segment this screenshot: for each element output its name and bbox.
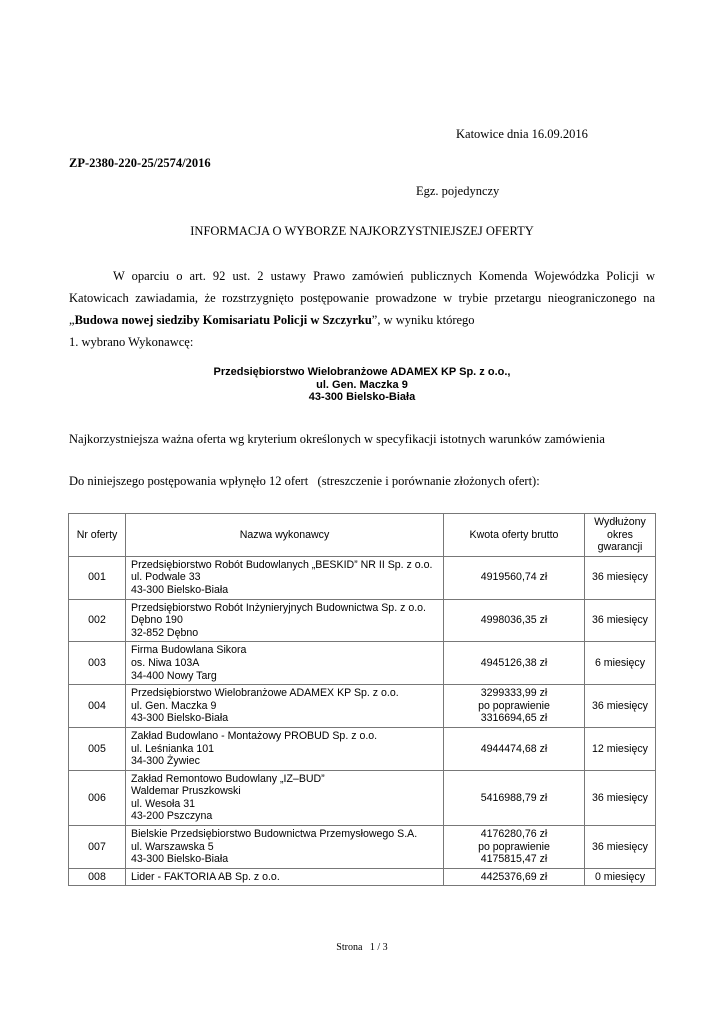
offer-number: 007 [69, 826, 126, 869]
intro-paragraph [69, 265, 655, 353]
contractor-cell [126, 556, 444, 599]
contractor-line: Zakład Budowlano - Montażowy PROBUD Sp. z o.o. [131, 729, 378, 742]
amount-cell [444, 642, 585, 685]
amount-cell [444, 685, 585, 728]
amount-cell [444, 826, 585, 869]
table-row [69, 868, 656, 886]
table-row [69, 642, 656, 685]
contractor-line: ul. Gen. Maczka 9 [131, 699, 217, 712]
contractor-line: Dębno 190 [131, 614, 183, 627]
page-number: 1 / 3 [369, 942, 388, 953]
offers-table [68, 513, 656, 886]
intro-item-1: 1. wybrano Wykonawcę: [69, 335, 194, 349]
header-offer-number: Nr oferty [69, 514, 126, 557]
warranty-cell: 36 miesięcy [585, 685, 656, 728]
contractor-cell [126, 685, 444, 728]
contractor-line: os. Niwa 103A [131, 656, 200, 669]
contractor-cell [126, 642, 444, 685]
table-row [69, 685, 656, 728]
contractor-line: Przedsiębiorstwo Robót Inżynieryjnych Budownictwa Sp. z o.o. [131, 601, 427, 614]
contractor-line: ul. Podwale 33 [131, 571, 201, 584]
contractor-line: Firma Budowlana Sikora [131, 644, 247, 657]
warranty-cell: 36 miesięcy [585, 826, 656, 869]
contractor-line: ul. Leśnianka 101 [131, 742, 215, 755]
amount-line: po poprawienie [478, 840, 550, 853]
contractor-line: Waldemar Pruszkowski [131, 785, 241, 798]
contractor-cell [126, 770, 444, 825]
warranty-cell: 12 miesięcy [585, 727, 656, 770]
amount-line: 4175815,47 zł [480, 853, 548, 866]
document-title: INFORMACJA O WYBORZE NAJKORZYSTNIEJSZEJ OFERTY [190, 224, 534, 238]
table-row [69, 727, 656, 770]
offer-number: 005 [69, 727, 126, 770]
copy-note: Egz. pojedynczy [416, 184, 500, 198]
table-row [69, 770, 656, 825]
offers-table-body [69, 556, 656, 886]
contractor-line: Zakład Remontowo Budowlany „IZ–BUD” [131, 772, 325, 785]
warranty-cell: 36 miesięcy [585, 599, 656, 642]
amount-cell [444, 770, 585, 825]
winner-city: 43-300 Bielsko-Biała [308, 391, 416, 403]
contractor-cell [126, 868, 444, 886]
contractor-cell [126, 727, 444, 770]
criterion-text: Najkorzystniejsza ważna oferta wg kryterium określonych w specyfikacji istotnych warunków zamówienia [69, 432, 605, 446]
contractor-line: 34-400 Nowy Targ [131, 669, 217, 682]
table-row [69, 599, 656, 642]
amount-cell [444, 868, 585, 886]
offer-number: 006 [69, 770, 126, 825]
warranty-cell: 36 miesięcy [585, 770, 656, 825]
amount-line: 4944474,68 zł [480, 742, 548, 755]
contractor-line: Lider - FAKTORIA AB Sp. z o.o. [131, 870, 280, 883]
contractor-line: ul. Warszawska 5 [131, 840, 214, 853]
amount-line: 5416988,79 zł [480, 791, 548, 804]
table-header-row [69, 514, 656, 557]
warranty-cell: 36 miesięcy [585, 556, 656, 599]
amount-cell [444, 727, 585, 770]
header-gross-amount: Kwota oferty brutto [444, 514, 585, 557]
amount-line: 3316694,65 zł [480, 712, 548, 725]
warranty-cell: 0 miesięcy [585, 868, 656, 886]
table-row [69, 826, 656, 869]
contractor-line: 34-300 Żywiec [131, 755, 200, 768]
amount-line: 4998036,35 zł [480, 614, 548, 627]
contractor-line: 43-200 Pszczyna [131, 810, 213, 823]
contractor-cell [126, 599, 444, 642]
contractor-line: 32-852 Dębno [131, 626, 199, 639]
amount-cell [444, 556, 585, 599]
contractor-line: ul. Wesoła 31 [131, 797, 195, 810]
amount-cell [444, 599, 585, 642]
contractor-line: 43-300 Bielsko-Biała [131, 853, 229, 866]
amount-line: 4425376,69 zł [480, 870, 548, 883]
reference-number: ZP-2380-220-25/2574/2016 [69, 156, 211, 170]
amount-line: 4945126,38 zł [480, 656, 548, 669]
document-date: Katowice dnia 16.09.2016 [456, 127, 588, 141]
contractor-line: Przedsiębiorstwo Robót Budowlanych „BESKID” NR II Sp. z o.o. [131, 558, 433, 571]
project-name: Budowa nowej siedziby Komisariatu Policji w Szczyrku [74, 313, 372, 327]
offer-number: 001 [69, 556, 126, 599]
header-warranty: Wydłużony okres gwarancji [585, 514, 656, 557]
warranty-cell: 6 miesięcy [585, 642, 656, 685]
offer-number: 002 [69, 599, 126, 642]
amount-line: 4176280,76 zł [480, 828, 548, 841]
page-footer [0, 942, 724, 953]
amount-line: po poprawienie [478, 699, 550, 712]
selected-contractor [0, 366, 724, 404]
offers-count-text: Do niniejszego postępowania wpłynęło 12 ofert (streszczenie i porównanie złożonych ofert): [69, 474, 540, 488]
contractor-line: 43-300 Bielsko-Biała [131, 712, 229, 725]
offer-number: 004 [69, 685, 126, 728]
offer-number: 003 [69, 642, 126, 685]
contractor-line: 43-300 Bielsko-Biała [131, 583, 229, 596]
winner-street: ul. Gen. Maczka 9 [316, 378, 408, 391]
page-label: Strona [336, 942, 363, 953]
offer-number: 008 [69, 868, 126, 886]
amount-line: 4919560,74 zł [480, 571, 548, 584]
winner-name: Przedsiębiorstwo Wielobranżowe ADAMEX KP Sp. z o.o., [213, 366, 511, 378]
intro-text-part2: ”, w wyniku którego [371, 313, 475, 327]
table-row [69, 556, 656, 599]
amount-line: 3299333,99 zł [480, 687, 548, 700]
contractor-line: Bielskie Przedsiębiorstwo Budownictwa Przemysłowego S.A. [131, 828, 418, 841]
contractor-cell [126, 826, 444, 869]
header-contractor-name: Nazwa wykonawcy [126, 514, 444, 557]
contractor-line: Przedsiębiorstwo Wielobranżowe ADAMEX KP Sp. z o.o. [131, 687, 399, 700]
intro-text-part1: W oparciu o art. 92 ust. 2 ustawy Prawo zamówień publicznych Komenda Wojewódzka Policji w Katowicach zawiadamia, że rozstrzygnięto postępowanie prowadzone w trybie przetargu nieograniczonego na „ [69, 269, 655, 327]
